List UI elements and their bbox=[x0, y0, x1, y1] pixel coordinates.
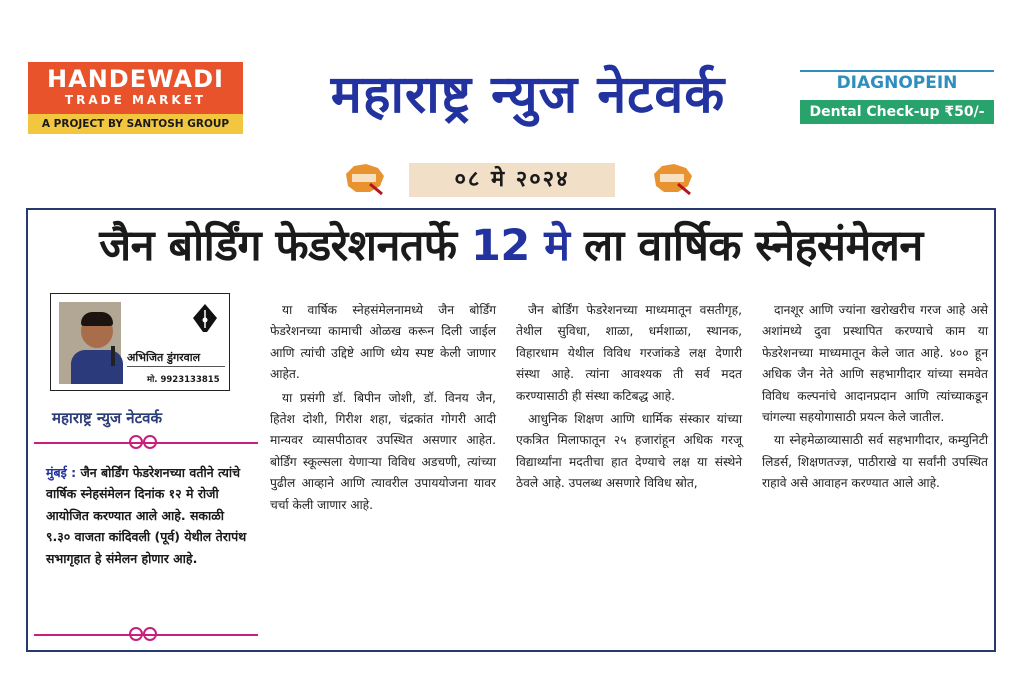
article-headline bbox=[32, 214, 990, 278]
ad-brand: DIAGNOPEIN bbox=[836, 73, 958, 93]
lead-text: जैन बोर्डिंग फेडरेशनच्या वतीने त्यांचे वार्षिक स्नेहसंमेलन दिनांक १२ मे रोजी आयोजित करण्यात आले आहे. सकाळी ९.३० वाजता कांदिवली (पूर्व) येथील तेरापंथ सभागृहात हे संमेलन होणार आहे. bbox=[46, 465, 247, 566]
headline-part-1: जैन बोर्डिंग फेडरेशनतर्फे bbox=[99, 221, 457, 271]
author-name: अभिजित डुंगरवाल bbox=[127, 351, 201, 364]
maharashtra-map-icon bbox=[342, 160, 386, 196]
divider-ornament-icon bbox=[128, 434, 158, 450]
paragraph: जैन बोर्डिंग फेडरेशनच्या माध्यमातून वसतीगृह, तेथील सुविधा, शाळा, धर्मशाळा, स्थानक, विहारधाम येथील विविध गरजांकडे लक्ष देणारी संस्था आहे. त्यांना आवश्यक ती सर्व मदत करण्यासाठी ही संस्था कटिबद्ध आहे. bbox=[516, 303, 742, 403]
dateline-city: मुंबई : bbox=[46, 465, 77, 480]
headline-part-2: ला वार्षिक स्नेहसंमेलन bbox=[584, 221, 923, 271]
diagnopein-ad[interactable] bbox=[800, 70, 994, 128]
headline-date: 12 मे bbox=[471, 221, 570, 271]
author-card bbox=[50, 293, 230, 391]
paragraph: दानशूर आणि ज्यांना खरोखरीच गरज आहे असे अशांमध्ये दुवा प्रस्थापित करण्याचे काम या फेडरेशनच्या माध्यमातून केले जात आहे. ४०० हून अधिक जैन नेते आणि सहभागीदार यांच्या समवेत विविध कल्पनांचे आदानप्रदान आणि त्यांच्याकडून चांगल्या सहयोगासाठी प्रयत्न केले जातील. bbox=[762, 303, 988, 425]
article-column-3 bbox=[762, 300, 988, 497]
fountain-pen-icon bbox=[187, 302, 223, 338]
divider-ornament-icon bbox=[128, 626, 158, 642]
issue-date: ०८ मे २०२४ bbox=[409, 163, 615, 197]
microphone-icon bbox=[111, 346, 115, 366]
author-photo-hair bbox=[81, 312, 113, 326]
ad-sub: TRADE MARKET bbox=[64, 93, 207, 107]
author-phone: मो. 9923133815 bbox=[147, 375, 220, 385]
lead-paragraph bbox=[46, 462, 252, 569]
byline: महाराष्ट्र न्युज नेटवर्क bbox=[52, 409, 163, 427]
masthead-title: महाराष्ट्र न्युज नेटवर्क bbox=[330, 65, 726, 125]
maharashtra-map-icon bbox=[650, 160, 694, 196]
paragraph: या प्रसंगी डॉ. बिपीन जोशी, डॉ. विनय जैन, हितेश दोशी, गिरीश शहा, चंद्रकांत गोगरी आदी मान्यवर व्यासपीठावर उपस्थित असणार आहेत. बोर्डिंग स्कूल्सला येणाऱ्या विविध अडचणी, त्यांच्या पुढील आव्हाने आणि त्यावरील उपाययोजना यावर चर्चा केली जाणार आहे. bbox=[270, 390, 496, 512]
ad-cta: Dental Check-up ₹50/- bbox=[800, 100, 994, 124]
paragraph: या वार्षिक स्नेहसंमेलनामध्ये जैन बोर्डिंग फेडरेशनच्या कामाची ओळख करून दिली जाईल आणि त्यांची उद्दिष्टे आणि ध्येय स्पष्ट केली जाणार आहेत. bbox=[270, 303, 496, 382]
author-photo-shirt bbox=[71, 350, 123, 384]
handewadi-ad[interactable] bbox=[28, 62, 243, 134]
author-photo bbox=[59, 302, 121, 384]
ad-tagline-decor bbox=[800, 92, 994, 100]
ad-top-line bbox=[800, 70, 994, 72]
article-column-1 bbox=[270, 300, 496, 518]
paragraph: या स्नेहमेळाव्यासाठी सर्व सहभागीदार, कम्युनिटी लिडर्स, शिक्षणतज्ज्ञ, पाठीराखे या सर्वांनी उपस्थित राहावे असे आवाहन करण्यात आले आहे. bbox=[762, 433, 988, 491]
paragraph: आधुनिक शिक्षण आणि धार्मिक संस्कार यांच्या एकत्रित मिलाफातून २५ हजारांहून अधिक गरजू विद्यार्थ्यांना मदतीचा हात देण्याचे लक्ष या संस्थेने ठेवले आहे. उपलब्ध असणारे विविध स्रोत, bbox=[516, 412, 742, 491]
author-divider bbox=[127, 366, 225, 367]
ad-tagline: A PROJECT BY SANTOSH GROUP bbox=[28, 114, 243, 134]
article-column-2 bbox=[516, 300, 742, 497]
ad-brand: HANDEWADI bbox=[47, 65, 224, 93]
